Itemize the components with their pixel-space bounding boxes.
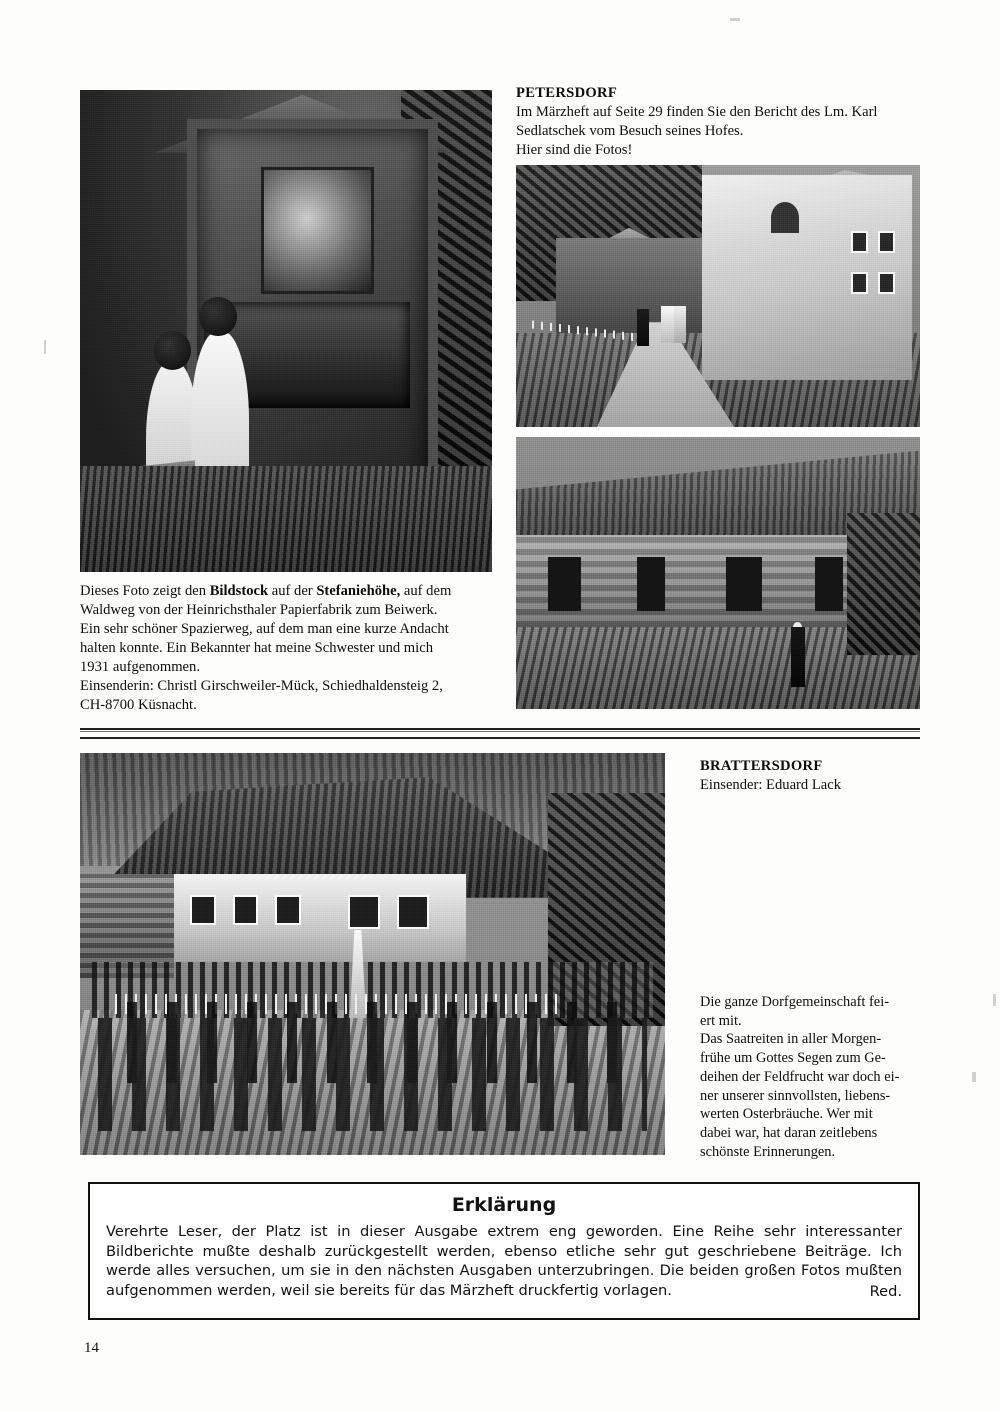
scan-artifact — [730, 18, 740, 21]
brattersdorf-line-2: ert mit. — [700, 1012, 742, 1029]
caption-text: Dieses Foto zeigt den — [80, 583, 210, 599]
main-house-facade — [162, 874, 466, 962]
brattersdorf-line-4: frühe um Gottes Segen zum Ge- — [700, 1050, 886, 1067]
petersdorf-line-3: Hier sind die Fotos! — [516, 141, 633, 158]
window — [399, 897, 426, 927]
caption-line-5: 1931 aufgenommen. — [80, 658, 200, 675]
window — [277, 897, 298, 924]
caption-bold-bildstock: Bildstock — [209, 583, 269, 599]
petersdorf-text-block — [516, 84, 922, 160]
person — [791, 627, 805, 687]
window — [853, 274, 866, 292]
window — [350, 897, 377, 927]
caption-line-7: CH-8700 Küsnacht. — [80, 696, 197, 713]
brattersdorf-line-5: deihen der Feldfrucht war doch ei- — [700, 1068, 900, 1085]
caption-line-2: Waldweg von der Heinrichsthaler Papierfabrik zum Beiwerk. — [80, 601, 438, 618]
erklaerung-title: Erklärung — [451, 1194, 557, 1216]
brattersdorf-text-block — [700, 993, 922, 1161]
brattersdorf-line-1: Die ganze Dorfgemeinschaft fei- — [700, 994, 889, 1010]
child-right-head — [199, 297, 236, 336]
caption-text: auf der — [268, 583, 317, 599]
brattersdorf-line-6: ner unserer sinnvollsten, liebens- — [700, 1087, 891, 1104]
brattersdorf-sender: Einsender: Eduard Lack — [700, 776, 842, 793]
brattersdorf-heading-block — [700, 757, 922, 795]
petersdorf-line-1: Im Märzheft auf Seite 29 finden Sie den Bericht des Lm. Karl — [516, 103, 878, 120]
bildstock-caption — [80, 582, 492, 715]
bushes — [847, 513, 920, 654]
person — [637, 309, 649, 346]
page-number: 14 — [84, 1340, 99, 1356]
child-left-head — [154, 331, 191, 370]
shrine-icon-panel — [261, 167, 374, 294]
barn-door — [637, 557, 665, 611]
caption-bold-stefaniehoehe: Stefaniehöhe, — [316, 583, 401, 599]
person — [661, 306, 673, 343]
scan-artifact — [44, 340, 46, 354]
barn-door — [548, 557, 580, 611]
section-divider — [80, 728, 920, 739]
brattersdorf-line-8: dabei war, hat daran zeitlebens — [700, 1125, 878, 1142]
person — [674, 306, 686, 343]
gable-arch-window — [771, 202, 799, 233]
barn-door — [815, 557, 843, 611]
brattersdorf-line-7: werten Osterbräuche. Wer mit — [700, 1106, 873, 1123]
photo-petersdorf-farm — [516, 165, 920, 427]
petersdorf-line-2: Sedlatschek vom Besuch seines Hofes. — [516, 122, 744, 139]
photo-petersdorf-barn — [516, 437, 920, 709]
barn-door — [726, 557, 762, 611]
caption-text: auf dem — [400, 583, 452, 599]
riders-front-row — [98, 1018, 648, 1131]
window — [192, 897, 213, 924]
scan-artifact — [993, 994, 996, 1006]
caption-line-3: Ein sehr schöner Spazierweg, auf dem man eine kurze Andacht — [80, 620, 449, 637]
farm-house — [702, 175, 912, 379]
window — [880, 233, 893, 251]
caption-line-1 — [80, 582, 492, 601]
window — [235, 897, 256, 924]
brattersdorf-heading: BRATTERSDORF — [700, 758, 823, 774]
brattersdorf-line-9: schönste Erinnerungen. — [700, 1143, 836, 1160]
erklaerung-signature: Red. — [869, 1282, 902, 1300]
window — [880, 274, 893, 292]
erklaerung-box — [88, 1182, 920, 1320]
caption-line-6: Einsenderin: Christl Girschweiler-Mück, Schiedhaldensteig 2, — [80, 677, 443, 694]
caption-line-4: halten konnte. Ein Bekannter hat meine Schwester und mich — [80, 639, 433, 656]
window — [853, 233, 866, 251]
scan-artifact — [972, 1072, 976, 1082]
erklaerung-body: Verehrte Leser, der Platz ist in dieser Ausgabe extrem eng geworden. Eine Reihe sehr interessanter Bildberichte mußte deshalb zurückgestellt werden, ebenso etliche sehr gut geschriebene Beiträge. Ich werde alles versuchen, um sie in den nächsten Ausgaben unterzubringen. Die beiden großen Fotos mußten aufgenommen werden, weil sie bereits für das Märzheft druckfertig vorlagen. — [106, 1223, 902, 1300]
brattersdorf-line-3: Das Saatreiten in aller Morgen- — [700, 1031, 882, 1048]
petersdorf-heading: PETERSDORF — [516, 85, 618, 101]
photo-brattersdorf-saatreiten — [80, 753, 665, 1155]
grass-foreground — [80, 466, 492, 572]
photo-bildstock — [80, 90, 492, 572]
